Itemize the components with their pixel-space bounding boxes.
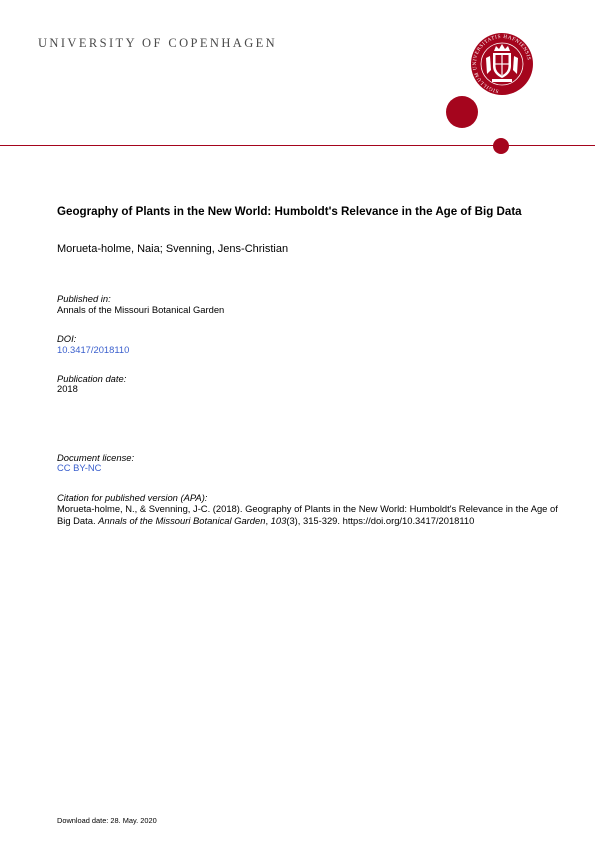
doi-link[interactable]: 10.3417/2018110 xyxy=(57,344,130,355)
citation-separator: , xyxy=(265,515,271,526)
document-title: Geography of Plants in the New World: Humboldt's Relevance in the Age of Big Data xyxy=(57,205,522,218)
citation-issue-pages: (3), 315-329. https://doi.org/10.3417/2018110 xyxy=(286,515,475,526)
publication-date-label: Publication date: xyxy=(57,373,127,384)
download-date: Download date: 28. May. 2020 xyxy=(57,816,157,825)
decorative-large-dot xyxy=(446,96,478,128)
doi-link-container xyxy=(57,344,129,355)
document-authors: Morueta-holme, Naia; Svenning, Jens-Christian xyxy=(57,243,289,255)
document-license-label: Document license: xyxy=(57,452,135,463)
published-in-value: Annals of the Missouri Botanical Garden xyxy=(57,304,225,315)
citation-label: Citation for published version (APA): xyxy=(57,492,208,503)
citation-text xyxy=(57,503,562,527)
university-seal-logo xyxy=(470,30,534,100)
decorative-small-dot xyxy=(493,138,509,154)
license-link-container xyxy=(57,462,101,473)
citation-volume: 103 xyxy=(270,515,287,526)
publication-date-value: 2018 xyxy=(57,383,78,394)
published-in-label: Published in: xyxy=(57,293,111,304)
license-link[interactable]: CC BY-NC xyxy=(57,462,102,473)
citation-authors-title: Morueta-holme, N., & Svenning, J-C. (2018). Geography of Plants in the New World: Humboldt's Relevance in the Age of Big Data. xyxy=(57,503,558,526)
university-name: UNIVERSITY OF COPENHAGEN xyxy=(38,36,278,50)
svg-text:SIGILLUM UNIVERSITATIS HAFNIEN: SIGILLUM UNIVERSITATIS HAFNIENSIS xyxy=(471,33,532,94)
doi-label: DOI: xyxy=(57,333,77,344)
citation-journal: Annals of the Missouri Botanical Garden xyxy=(98,515,266,526)
